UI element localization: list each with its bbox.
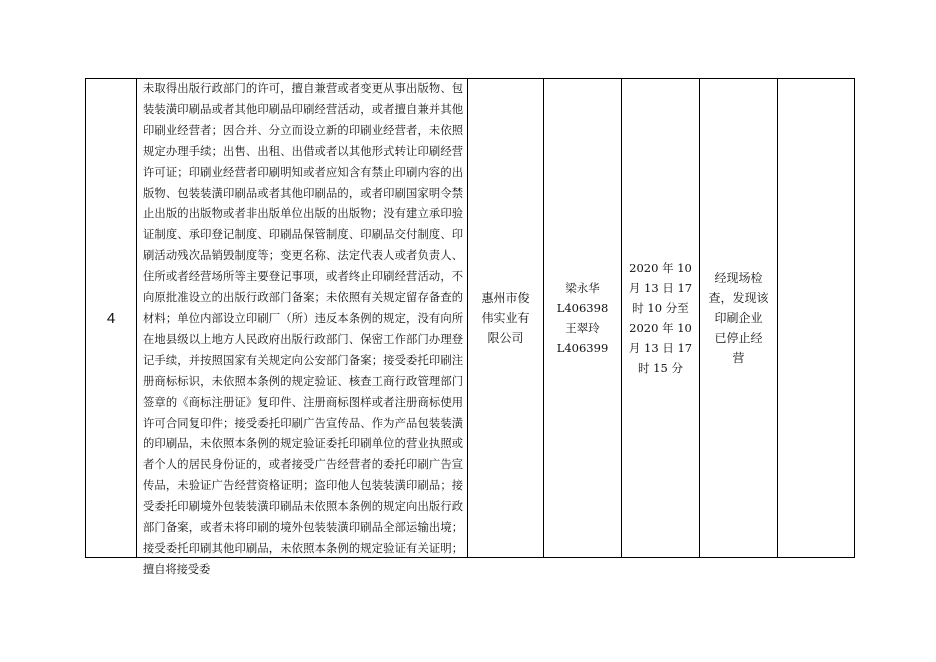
inspector-name: 梁永华 bbox=[565, 281, 600, 295]
inspection-result-cell bbox=[700, 79, 778, 558]
result-line: 印刷企业 bbox=[714, 311, 763, 325]
result-line: 已停止经 bbox=[714, 331, 763, 345]
result-line: 营 bbox=[732, 351, 745, 365]
inspected-party-cell bbox=[468, 79, 544, 558]
inspection-time-cell bbox=[622, 79, 700, 558]
party-line: 伟实业有 bbox=[481, 311, 530, 325]
time-line: 月 13 日 17 bbox=[628, 281, 693, 295]
party-line: 限公司 bbox=[487, 331, 524, 345]
inspector-id: L406399 bbox=[556, 341, 609, 355]
row-number: 4 bbox=[106, 309, 116, 327]
inspector-cell bbox=[544, 79, 622, 558]
result-line: 经现场检 bbox=[714, 271, 763, 285]
time-line: 2020 年 10 bbox=[629, 321, 692, 335]
empty-cell bbox=[778, 79, 855, 558]
table-row bbox=[86, 79, 855, 558]
violation-content-cell bbox=[137, 79, 468, 576]
inspection-record-table bbox=[85, 78, 855, 576]
result-line: 查，发现该 bbox=[708, 291, 769, 305]
row-number-cell bbox=[86, 79, 137, 558]
time-line: 时 15 分 bbox=[638, 361, 683, 375]
time-line: 月 13 日 17 bbox=[628, 341, 693, 355]
time-line: 2020 年 10 bbox=[629, 261, 692, 275]
party-line: 惠州市俊 bbox=[481, 291, 530, 305]
inspector-name: 王翠玲 bbox=[565, 321, 600, 335]
inspector-id: L406398 bbox=[556, 301, 609, 315]
time-line: 时 10 分至 bbox=[632, 301, 689, 315]
violation-text: 未取得出版行政部门的许可，擅自兼营或者变更从事出版物、包装装潢印刷品或者其他印刷品印刷经营活动，或者擅自兼并其他印刷业经营者；因合并、分立而设立新的印刷业经营者，未依照规定办理手续；出售、出租、出借或者以其他形式转让印刷经营许可证；印刷业经营者印刷明知或者应知含有禁止印刷内容的出版物、包装装潢印刷品或者其他印刷品的，或者印刷国家明令禁止出版的出版物或者非出版单位出版的出版物；没有建立承印验证制度、承印登记制度、印刷品保管制度、印刷品交付制度、印刷活动残次品销毁制度等；变更名称、法定代表人或者负责人、住所或者经营场所等主要登记事项，或者终止印刷经营活动，不向原批准设立的出版行政部门备案；未依照有关规定留存备查的材料；单位内部设立印刷厂（所）违反本条例的规定，没有向所在地县级以上地方人民政府出版行政部门、保密工作部门办理登记手续，并按照国家有关规定向公安部门备案；接受委托印刷注册商标标识，未依照本条例的规定验证、核查工商行政管理部门签章的《商标注册证》复印件、注册商标图样或者注册商标使用许可合同复印件；接受委托印刷广告宣传品、作为产品包装装潢的印刷品，未依照本条例的规定验证委托印刷单位的营业执照或者个人的居民身份证的，或者接受广告经营者的委托印刷广告宣传品，未验证广告经营资格证明；盗印他人包装装潢印刷品；接受委托印刷境外包装装潢印刷品未依照本条例的规定向出版行政部门备案，或者未将印刷的境外包装装潢印刷品全部运输出境；接受委托印刷其他印刷品，未依照本条例的规定验证有关证明；擅自将接受委 bbox=[143, 82, 463, 576]
